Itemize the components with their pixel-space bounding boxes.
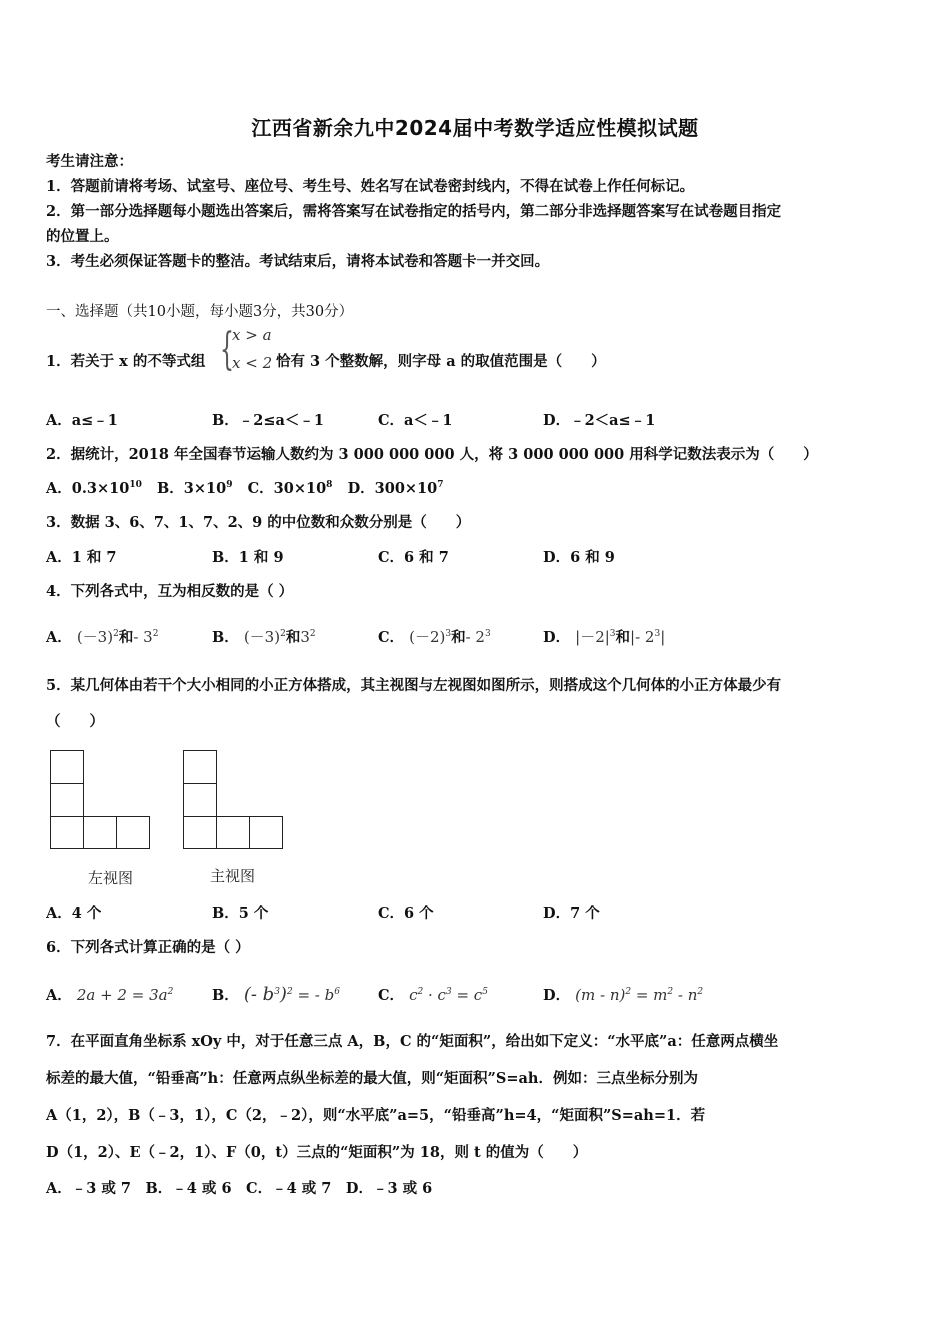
q5-option-d: D．7 个 [543,905,600,922]
q1-option-a: A．a≤﹣1 [46,412,118,429]
cube-square [117,817,150,849]
q3-option-b: B．1 和 9 [212,549,284,566]
q1-text-pre: 1．若关于 x 的不等式组 [46,353,206,370]
q4-text: 4．下列各式中，互为相反数的是（ ） [46,583,294,600]
q4-option-d: D． $|-2|^3$和|- $2^3|$ [543,628,666,646]
q5-paren: （ ） [46,713,104,730]
q3-option-a: A．1 和 7 [46,549,117,566]
q7-text-line: A（1，2），B（﹣3，1），C（2，﹣2），则“水平底”a=5，“铅垂高”h=4，“矩面积”S=ah=1．若 [46,1107,706,1124]
front-view-figure [180,746,290,852]
cube-square [51,817,84,849]
notice-heading: 考生请注意： [46,153,133,170]
q2-option-a: A．$0.3\times 10^{10}$ [46,480,142,497]
q2-option-d: D．$300\times 10^7$ [347,480,444,497]
q1-row1: x > a [232,326,272,344]
q1-option-b: B．﹣2≤a＜﹣1 [212,412,324,429]
notice-item: 1．答题前请将考场、试室号、座位号、考生号、姓名写在试卷密封线内，不得在试卷上作任何标记。 [46,178,695,195]
q2-option-b: B．$3\times 10^9$ [157,480,233,497]
q6-option-b: B． (- $b^3)^2$ = - $b^6$ [212,984,340,1005]
cube-square [184,751,217,784]
front-view-caption: 主视图 [210,867,256,885]
q5-option-a: A．4 个 [46,905,102,922]
cube-square [184,784,217,817]
cube-square [250,817,283,849]
q6-option-c: C． $c^2 \cdot c^3 = c^5$ [378,986,488,1004]
notice-item: 的位置上。 [46,228,119,245]
q4-option-b: B． $(-3)^2$和$3^2$ [212,628,316,646]
q1-text-post: 恰有 3 个整数解，则字母 a 的取值范围是（ ） [276,353,606,370]
q7-text-line: 7．在平面直角坐标系 xOy 中，对于任意三点 A，B，C 的“矩面积”，给出如下定义：“水平底”a：任意两点横坐 [46,1033,779,1050]
q3-option-d: D．6 和 9 [543,549,615,566]
q2-option-c: C．$30\times 10^8$ [247,480,333,497]
q6-text: 6．下列各式计算正确的是（ ） [46,939,250,956]
q7-options: A．﹣3 或 7 B．﹣4 或 6 C．﹣4 或 7 D．﹣3 或 6 [46,1180,433,1197]
q6-option-a: A． $2a + 2 = 3a^2$ [46,986,174,1004]
notice-item: 2．第一部分选择题每小题选出答案后，需将答案写在试卷指定的括号内，第二部分非选择题答案写在试卷题目指定 [46,203,782,220]
cube-square [51,784,84,817]
q3-option-c: C．6 和 7 [378,549,449,566]
cube-square [84,817,117,849]
q1-option-d: D．﹣2＜a≤﹣1 [543,412,656,429]
q4-option-a: A． $(-3)^2$和- $3^2$ [46,628,159,646]
left-view-caption: 左视图 [88,869,134,887]
q6-option-d: D． $(m - n)^2 = m^2 - n^2$ [543,986,704,1004]
q5-option-b: B．5 个 [212,905,269,922]
q1-option-c: C．a＜﹣1 [378,412,453,429]
q7-text-line: D（1，2）、E（﹣2，1）、F（0，t）三点的“矩面积”为 18，则 t 的值为（ ） [46,1144,588,1161]
q2-text: 2．据统计，2018 年全国春节运输人数约为 3 000 000 000 人，将 3 000 000 000 用科学记数法表示为（ ） [46,446,818,463]
section-heading: 一、选择题（共10小题，每小题3分，共30分） [46,304,354,320]
q4-option-c: C． $(-2)^3$和- $2^3$ [378,628,491,646]
left-view-figure [46,746,156,852]
cube-square [184,817,217,849]
exam-title: 江西省新余九中2024届中考数学适应性模拟试题 [251,116,699,140]
q3-text: 3．数据 3、6、7、1、7、2、9 的中位数和众数分别是（ ） [46,514,471,531]
cube-square [51,751,84,784]
cube-square [217,817,250,849]
q5-text: 5．某几何体由若干个大小相同的小正方体搭成，其主视图与左视图如图所示，则搭成这个几何体的小正方体最少有 [46,677,782,694]
notice-item: 3．考生必须保证答题卡的整洁。考试结束后，请将本试卷和答题卡一并交回。 [46,253,550,270]
q2-options [46,479,444,499]
brace-symbol: { [220,324,234,375]
q7-text-line: 标差的最大值，“铅垂高”h：任意两点纵坐标差的最大值，则“矩面积”S=ah．例如：三点坐标分别为 [46,1070,698,1087]
q1-row2: x < 2 [232,354,273,372]
q5-option-c: C．6 个 [378,905,434,922]
